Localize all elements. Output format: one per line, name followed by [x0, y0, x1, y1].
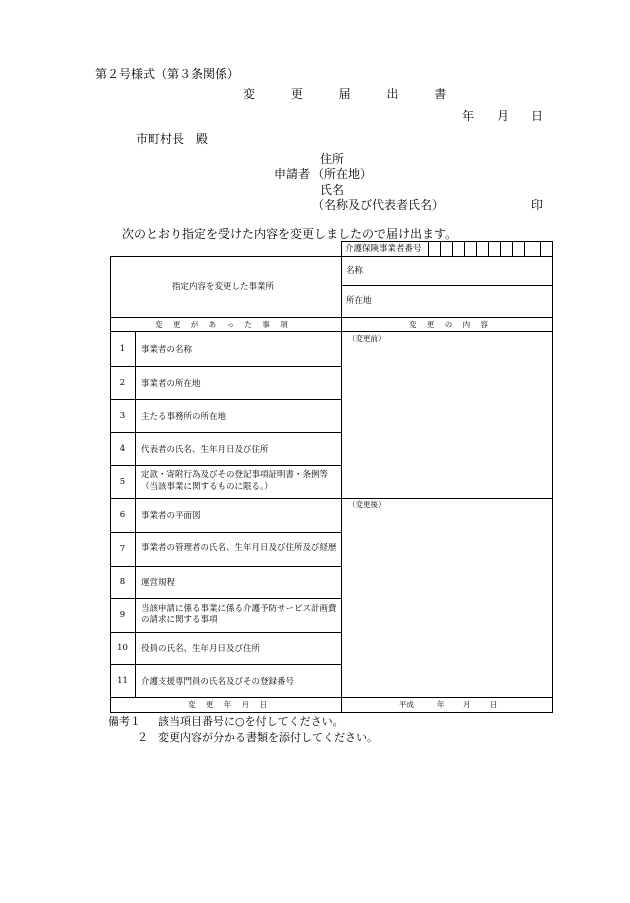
name-label: 氏名 [320, 183, 345, 197]
item-number[interactable]: 1 [119, 343, 126, 354]
item-number[interactable]: 11 [117, 675, 128, 686]
note-text: 変更内容が分かる書類を添付してください。 [158, 731, 378, 744]
item-number[interactable]: 4 [119, 443, 126, 454]
date-month-label: 月 [497, 109, 510, 123]
date-year-label: 年 [462, 109, 475, 123]
item-number[interactable]: 7 [119, 544, 126, 554]
item-text: 定款・寄附行為及びその登記事項証明書・条例等（当該事業に関するものに限る。） [141, 470, 329, 492]
address-label: 住所 [320, 152, 345, 166]
office-label: 指定内容を変更した事業所 [172, 282, 275, 292]
note-prefix: 備考１ [108, 715, 141, 728]
form-number: 第２号様式（第３条関係） [95, 67, 240, 81]
note-prefix: ２ [137, 731, 148, 744]
seal-mark: 印 [531, 198, 544, 212]
before-label: （変更前） [348, 334, 386, 343]
item-text: 代表者の氏名、生年月日及び住所 [141, 444, 269, 455]
item-number[interactable]: 3 [119, 410, 126, 421]
item-text: 事業者の平面図 [141, 511, 201, 521]
item-text: 当該申請に係る事業に係る介護予防サービス計画費の請求に関する事項 [141, 603, 337, 625]
provider-number-label: 介護保険事業者番号 [345, 244, 422, 254]
change-date-year: 年 [437, 700, 445, 709]
item-text: 事業者の管理者の氏名、生年月日及び住所及び経歴 [141, 543, 337, 554]
item-text: 役員の氏名、生年月日及び住所 [141, 644, 261, 654]
item-text: 介護支援専門員の氏名及びその登録番号 [141, 676, 295, 687]
change-date-month: 月 [463, 700, 471, 709]
document-title: 変 更 届 出 書 [243, 87, 449, 101]
change-date-era: 平成 [399, 700, 414, 709]
applicant-label: 申請者 [274, 167, 311, 181]
item-number[interactable]: 2 [119, 377, 126, 388]
item-text: 運営規程 [141, 578, 176, 588]
change-date-label: 変 更 年 月 日 [188, 700, 269, 709]
after-label: （変更後） [348, 500, 386, 509]
intro-text: 次のとおり指定を受けた内容を変更しましたので届け出ます。 [122, 227, 458, 241]
addressee: 市町村長 殿 [136, 132, 209, 146]
office-name-label: 名称 [346, 266, 364, 276]
item-text: 主たる事務所の所在地 [141, 411, 227, 422]
change-content-header: 変 更 の 内 容 [409, 320, 490, 329]
item-number[interactable]: 10 [117, 643, 128, 653]
item-number[interactable]: 9 [119, 610, 126, 620]
office-location-label: 所在地 [346, 296, 372, 306]
changed-items-header: 変 更 が あ っ た 事 項 [155, 320, 289, 329]
note-text: 該当項目番号に○を付してください。 [158, 715, 344, 728]
item-number[interactable]: 5 [119, 476, 126, 487]
item-number[interactable]: 8 [119, 577, 126, 587]
item-text: 事業者の名称 [141, 344, 193, 355]
change-date-day: 日 [490, 700, 498, 709]
date-day-label: 日 [531, 109, 544, 123]
item-text: 事業者の所在地 [141, 378, 201, 389]
representative-label: （名称及び代表者氏名） [312, 198, 445, 212]
item-number[interactable]: 6 [119, 510, 126, 520]
location-label: （所在地） [312, 167, 373, 181]
